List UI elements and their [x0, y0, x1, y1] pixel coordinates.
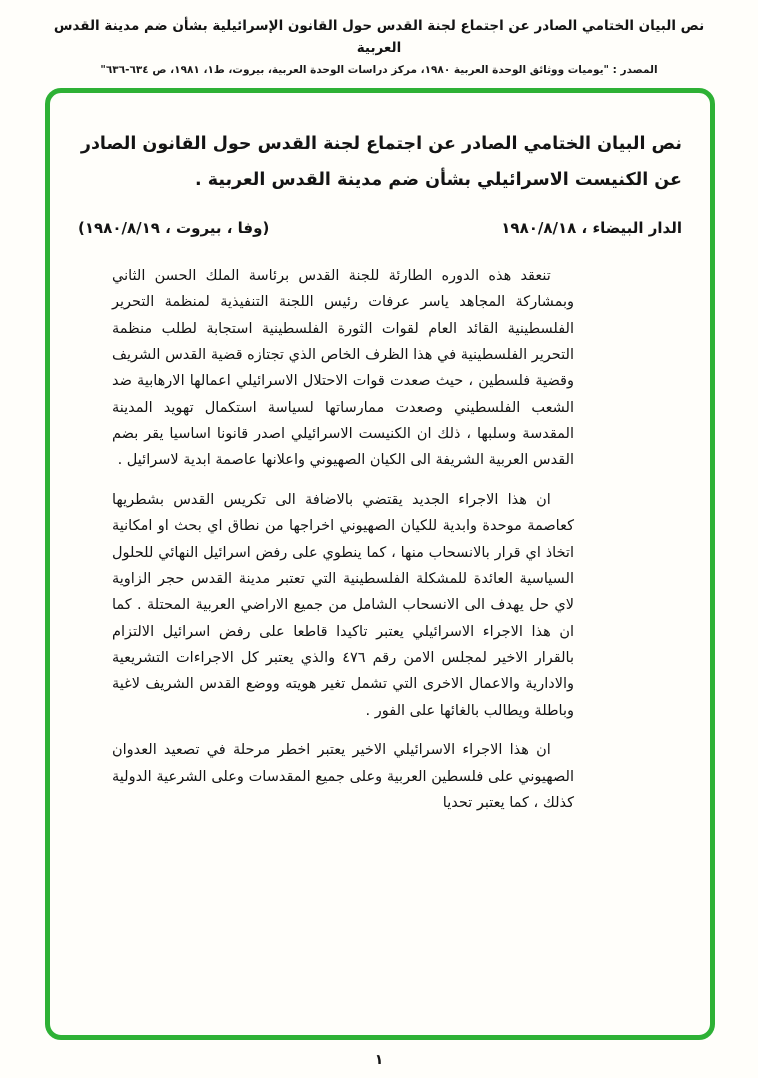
green-border-frame: [45, 88, 715, 1040]
page-number: ١: [374, 1052, 384, 1068]
document-content: [50, 93, 710, 1035]
dateline-place-date: الدار البيضاء ، ١٩٨٠/٨/١٨: [501, 218, 682, 237]
body-paragraph: ان هذا الاجراء الجديد يقتضي بالاضافة الى تكريس القدس بشطريها كعاصمة موحدة وابدية للكيان الصهيوني اخراجها من نطاق اي بحث او امكانية اتخاذ اي قرار بالانسحاب منها ، كما ينطوي على رفض اسرائيل النهائي للحلول السياسية العائدة للمشكلة الفلسطينية التي تعتبر مدينة القدس حجر الزاوية لاي حل يهدف الى الانسحاب الشامل من جميع الاراضي العربية المحتلة . كما ان هذا الاجراء الاسرائيلي يعتبر تاكيدا قاطعا على رفض اسرائيل الالتزام بالقرار الاخير لمجلس الامن رقم ٤٧٦ والذي يعتبر كل الاجراءات التشريعية والادارية والاعمال الاخرى التي تشمل تغير هويته ووضع القدس الشريف لاغية وباطلة ويطالب بالغائها على الفور .: [112, 491, 574, 719]
body-paragraph: تنعقد هذه الدوره الطارئة للجنة القدس برئاسة الملك الحسن الثاني وبمشاركة المجاهد ياسر عرفات رئيس اللجنة التنفيذية لمنظمة التحرير الفلسطينية القائد العام لقوات الثورة الفلسطينية استجابة لطلب منظمة التحرير الفلسطينية في هذا الظرف الخاص الذي تجتازه قضية القدس الشريف وقضية فلسطين ، حيث صعدت قوات الاحتلال الاسرائيلي اعمالها الارهابية ضد الشعب الفلسطيني وصعدت ممارساتها لسياسة استكمال تهويد المدينة المقدسة وسلبها ، ذلك ان الكنيست الاسرائيلي اصدر قانونا اساسيا يقر بضم القدس العربية الشريفة الى الكيان الصهيوني واعلانها عاصمة ابدية لاسرائيل .: [112, 267, 574, 469]
header-source-citation: المصدر : "يوميات ووثائق الوحدة العربية ١٩٨٠، مركز دراسات الوحدة العربية، بيروت، ط١، ١٩٨١، ص ٦٣٤-٦٣٦": [100, 64, 658, 77]
page-footer: [0, 1049, 758, 1068]
dateline: [78, 219, 682, 237]
page-header: [0, 16, 758, 76]
header-title: نص البيان الختامي الصادر عن اجتماع لجنة القدس حول القانون الإسرائيلية بشأن ضم مدينة القدس العربية: [53, 18, 705, 56]
dateline-agency-date: (وفا ، بيروت ، ١٩٨٠/٨/١٩): [78, 218, 270, 237]
body-paragraph: ان هذا الاجراء الاسرائيلي الاخير يعتبر اخطر مرحلة في تصعيد العدوان الصهيوني على فلسطين العربية وعلى جميع المقدسات وعلى الشرعية الدولية كذلك ، كما يعتبر تحديا: [112, 742, 574, 811]
document-title: نص البيان الختامي الصادر عن اجتماع لجنة القدس حول القانون الصادر عن الكنيست الاسرائيلي بشأن ضم مدينة القدس العربية .: [80, 134, 682, 190]
document-body: [112, 263, 574, 817]
